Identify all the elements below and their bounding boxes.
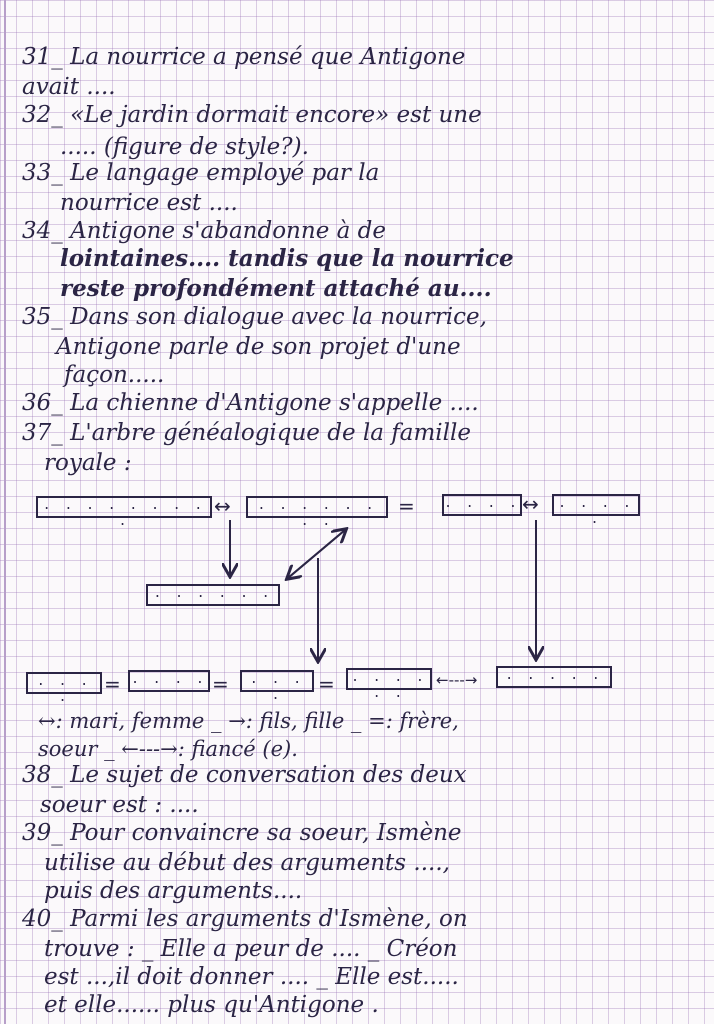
tree-box-top-3: . . . . [442, 494, 522, 516]
sibling-connector-3: = [318, 672, 335, 696]
sibling-connector-2: = [212, 672, 229, 696]
tree-box-top-4: . . . . . [552, 494, 640, 516]
tree-box-bottom-5: . . . . . [496, 666, 612, 688]
question-35-line-1: 35_ Dans son dialogue avec la nourrice, [22, 304, 487, 330]
tree-box-bottom-2: . . . . [128, 670, 210, 692]
legend-line-1: ↔: mari, femme _ →: fils, fille _ =: frère, [38, 709, 459, 733]
tree-box-middle: . . . . . . [146, 584, 280, 606]
legend-line-2: soeur _ ←---→: fiancé (e). [38, 737, 298, 761]
question-33-line-1: 33_ Le langage employé par la [22, 160, 380, 186]
question-40-line-3: est ...,il doit donner .... _ Elle est..... [44, 964, 459, 990]
question-31-line-1: 31_ La nourrice a pensé que Antigone [22, 44, 466, 70]
spouse-connector-2: ↔ [522, 492, 539, 516]
sibling-connector-1: = [104, 672, 121, 696]
tree-box-bottom-4: . . . . . . [346, 668, 432, 690]
question-40-line-1: 40_ Parmi les arguments d'Ismène, on [22, 906, 468, 932]
question-39-line-2: utilise au début des arguments ...., [44, 850, 450, 876]
tree-box-bottom-1: . . . . [26, 672, 102, 694]
question-34-line-2: lointaines.... tandis que la nourrice [60, 245, 514, 272]
question-37-line-1: 37_ L'arbre généalogique de la famille [22, 420, 471, 446]
question-34-line-1: 34_ Antigone s'abandonne à de [22, 218, 386, 244]
question-36: 36_ La chienne d'Antigone s'appelle .... [22, 390, 479, 416]
spouse-connector-1: ↔ [214, 494, 231, 518]
question-40-line-4: et elle...... plus qu'Antigone . [44, 992, 379, 1018]
question-35-line-3: façon..... [64, 362, 165, 388]
question-34-line-3: reste profondément attaché au.... [60, 275, 492, 302]
question-37-line-2: royale : [44, 450, 132, 476]
question-33-line-2: nourrice est .... [60, 190, 238, 216]
question-39-line-3: puis des arguments.... [44, 878, 303, 904]
tree-box-top-1: . . . . . . . . . [36, 496, 212, 518]
question-31-line-2: avait .... [22, 74, 116, 100]
fiance-connector: ←---→ [436, 671, 478, 689]
question-32-line-1: 32_ «Le jardin dormait encore» est une [22, 102, 482, 128]
tree-box-bottom-3: . . . . [240, 670, 314, 692]
question-32-line-2: ..... (figure de style?). [60, 134, 309, 160]
question-35-line-2: Antigone parle de son projet d'une [56, 334, 461, 360]
arrow-diagonal-2 [288, 530, 345, 578]
question-40-line-2: trouve : _ Elle a peur de .... _ Créon [44, 936, 458, 962]
question-38-line-1: 38_ Le sujet de conversation des deux [22, 762, 467, 788]
tree-box-top-2: . . . . . . . . [246, 496, 388, 518]
question-38-line-2: soeur est : .... [40, 792, 199, 818]
sibling-connector-top: = [398, 494, 415, 518]
question-39-line-1: 39_ Pour convaincre sa soeur, Ismène [22, 820, 462, 846]
